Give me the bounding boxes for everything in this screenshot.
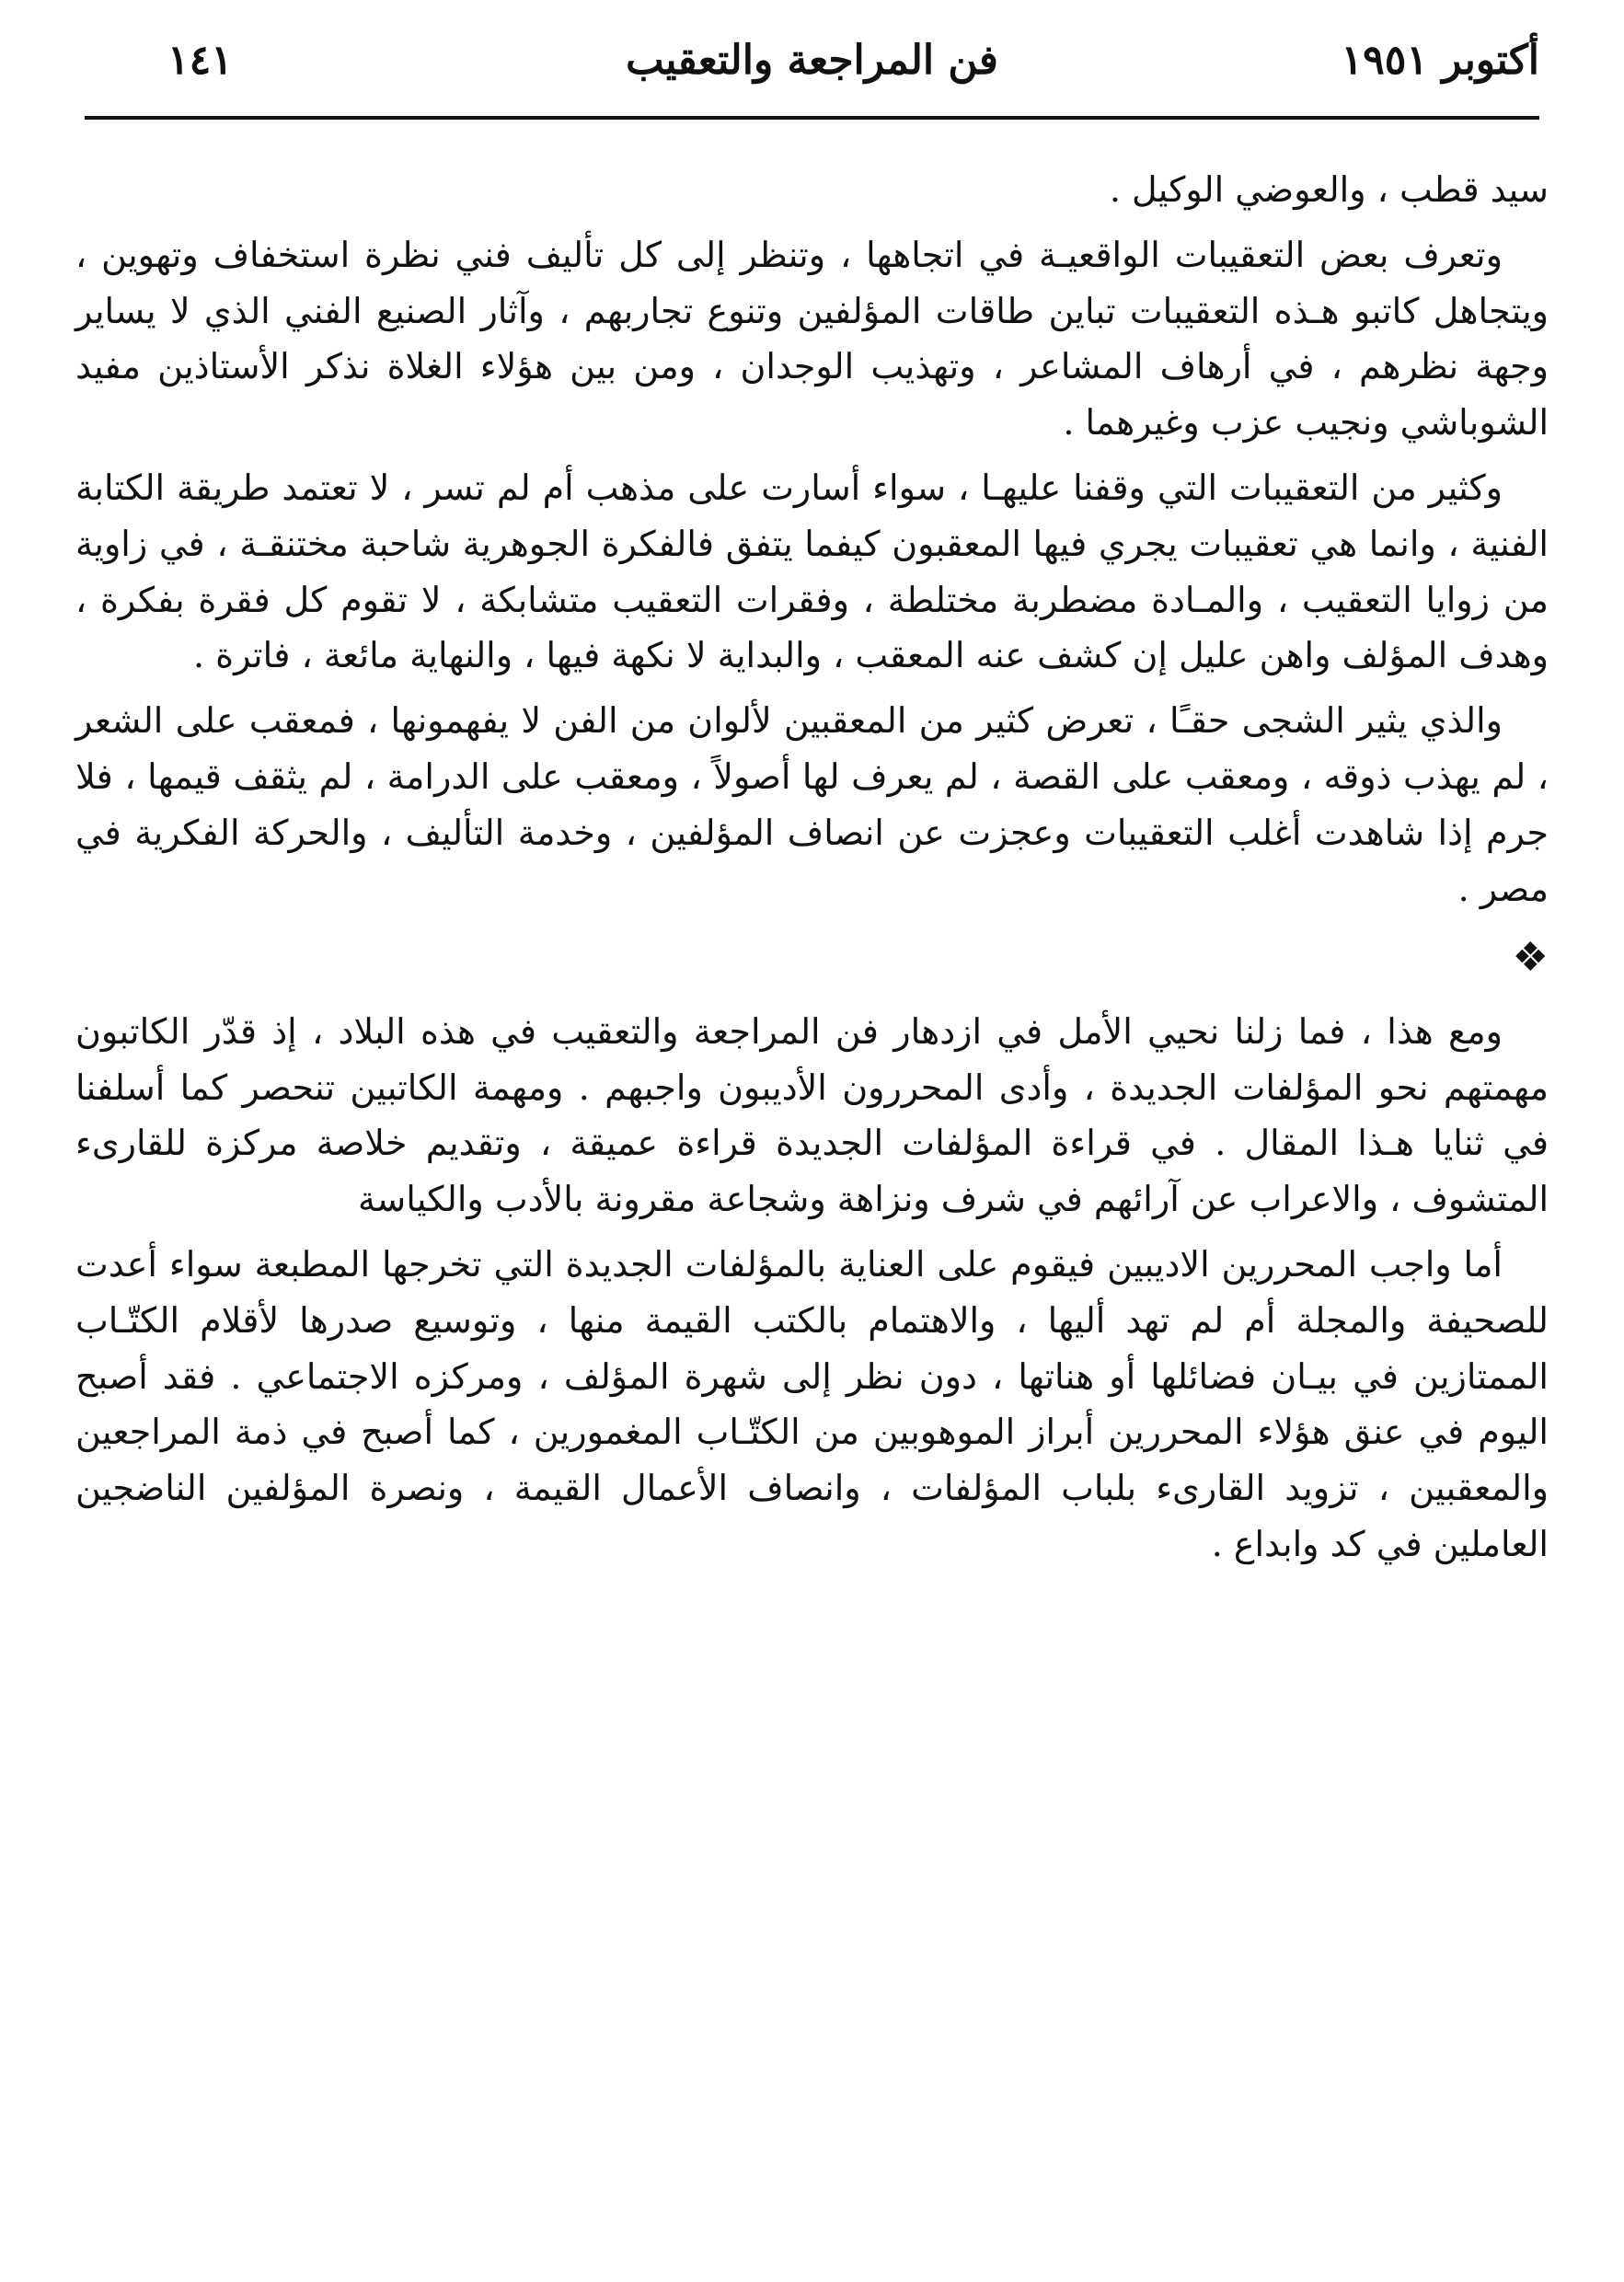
paragraph-continuation: سيد قطب ، والعوضي الوكيل . [1109,169,1549,210]
page-header [75,37,1549,103]
paragraph: ومع هذا ، فما زلنا نحيي الأمل في ازدهار فن المراجعة والتعقيب في هذه البلاد ، إذ قدّر الكاتبون مهمتهم نحو المؤلفات الجديدة ، وأدى المحررون الأديبون واجبهم . ومهمة الكاتبين تنحصر كما أسلفنا في ثنايا هـذا المقال . في قراءة المؤلفات الجديدة قراءة عميقة ، وتقديم خلاصة مركزة للقارىء المتشوف ، والاعراب عن آرائهم في شرف ونزاهة وشجاعة مقرونة بالأدب والكياسة [75,1010,1549,1220]
section-ornament-icon: ❖ [1512,934,1549,982]
header-rule [85,116,1539,120]
article-body [75,162,1549,1573]
running-title: فن المراجعة والتعقيب [626,37,998,84]
paragraph: وتعرف بعض التعقيبات الواقعيـة في اتجاهها ، وتنظر إلى كل تأليف فني نظرة استخفاف وتهوين ، ويتجاهل كاتبو هـذه التعقيبات تباين طاقات المؤلفين وتنوع تجاربهم ، وآثار الصنيع الفني الذي لا يساير وجهة نظرهم ، في أرهاف المشاعر ، وتهذيب الوجدان ، ومن بين هؤلاء الغلاة نذكر الأستاذين مفيد الشوباشي ونجيب عزب وغيرهما . [75,234,1549,444]
issue-date: أكتوبر ١٩٥١ [1341,37,1539,84]
paragraph: وكثير من التعقيبات التي وقفنا عليهـا ، سواء أسارت على مذهب أم لم تسر ، لا تعتمد طريقة الكتابة الفنية ، وانما هي تعقيبات يجري فيها المعقبون كيفما يتفق فالفكرة الجوهرية شاحبة مختنقـة ، في زاوية من زوايا التعقيب ، والمـادة مضطربة مختلطة ، وفقرات التعقيب متشابكة ، لا تقوم كل فقرة بفكرة ، وهدف المؤلف واهن عليل إن كشف عنه المعقب ، والبداية لا نكهة فيها ، والنهاية مائعة ، فاترة . [75,467,1549,676]
paragraph: والذي يثير الشجى حقـًا ، تعرض كثير من المعقبين لألوان من الفن لا يفهمونها ، فمعقب على الشعر ، لم يهذب ذوقه ، ومعقب على القصة ، لم يعرف لها أصولاً ، ومعقب على الدرامة ، لم يثقف قيمها ، فلا جرم إذا شاهدت أغلب التعقيبات وعجزت عن انصاف المؤلفين ، وخدمة التأليف ، والحركة الفكرية في مصر . [75,700,1549,909]
paragraph: أما واجب المحررين الاديبين فيقوم على العناية بالمؤلفات الجديدة التي تخرجها المطبعة سواء أعدت للصحيفة والمجلة أم لم تهد أليها ، والاهتمام بالكتب القيمة منها ، وتوسيع صدرها لأقلام الكتّـاب الممتازين في بيـان فضائلها أو هناتها ، دون نظر إلى شهرة المؤلف ، ومركزه الاجتماعي . فقد أصبح اليوم في عنق هؤلاء المحررين أبراز الموهوبين من الكتّـاب المغمورين ، كما أصبح في ذمة المراجعين والمعقبين ، تزويد القارىء بلباب المؤلفات ، وانصاف الأعمال القيمة ، ونصرة المؤلفين الناضجين العاملين في كد وابداع . [75,1243,1549,1564]
page-number: ١٤١ [167,37,233,84]
